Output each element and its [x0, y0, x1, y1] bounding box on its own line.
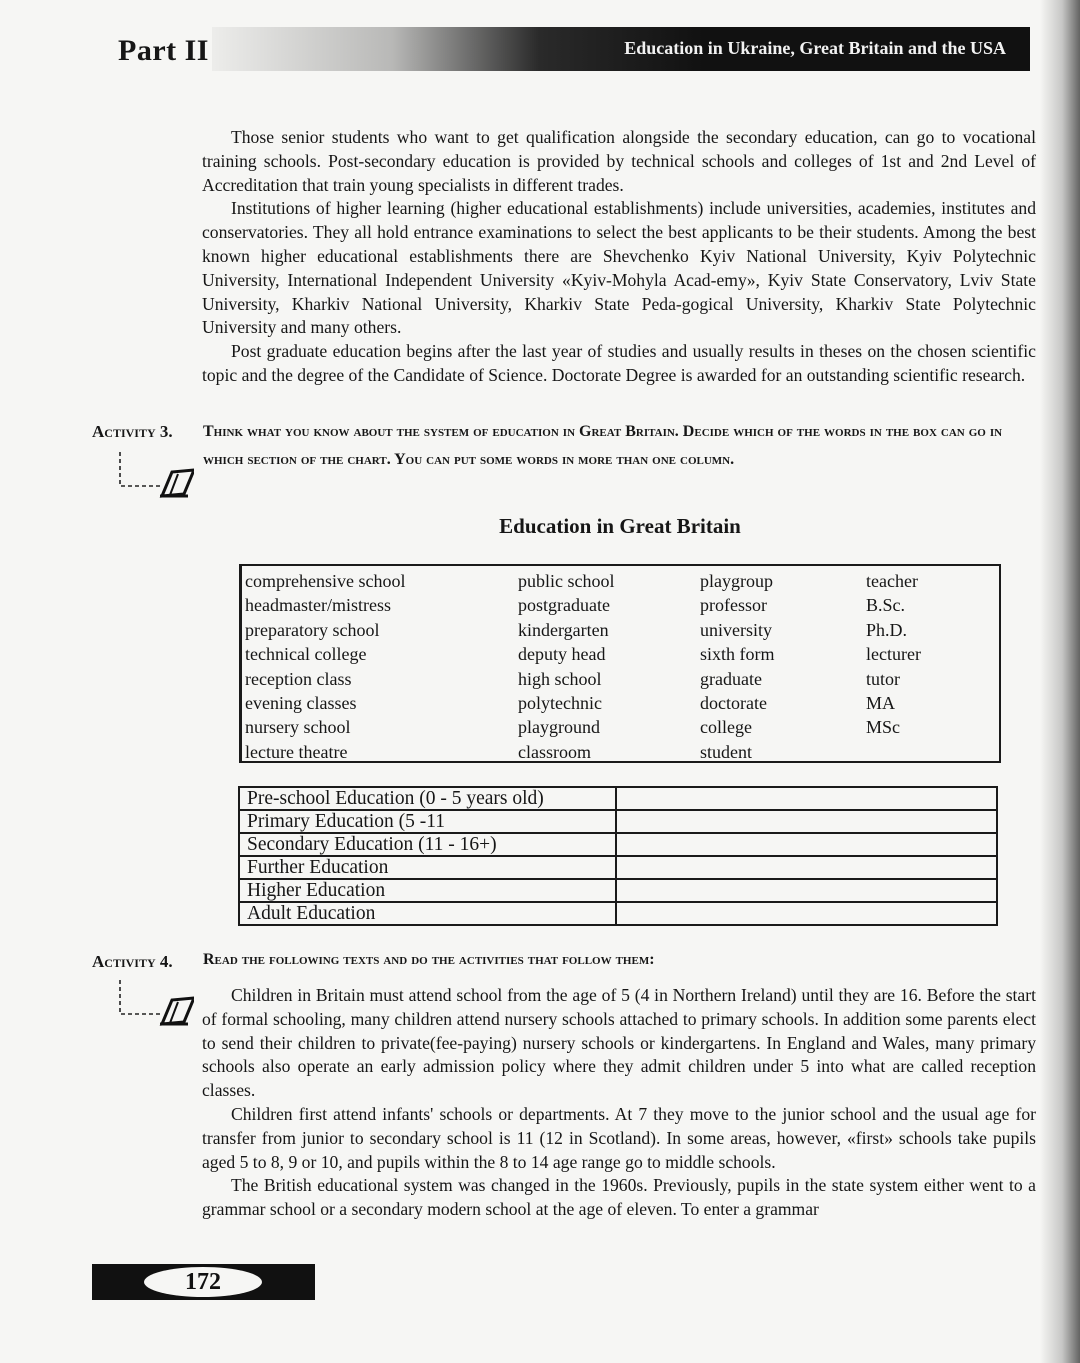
stage-label: Further Education: [239, 856, 616, 879]
word-item: public school: [518, 571, 615, 591]
word-item: comprehensive school: [245, 571, 406, 591]
table-row: [239, 833, 997, 856]
word-column: [518, 569, 615, 764]
answer-cell[interactable]: [616, 810, 997, 833]
word-item: playgroup: [700, 571, 773, 591]
book-writing-icon: [110, 450, 194, 500]
word-item: classroom: [518, 741, 591, 762]
stage-label: Higher Education: [239, 879, 616, 902]
word-item: MSc: [866, 717, 901, 738]
word-item: college: [700, 717, 752, 738]
word-item: student: [700, 741, 752, 762]
word-item: postgraduate: [518, 595, 610, 616]
table-row: [239, 879, 997, 902]
answer-cell[interactable]: [616, 833, 997, 856]
word-item: headmaster/mistress: [245, 595, 391, 616]
word-item: sixth form: [700, 644, 775, 665]
education-chart-table: [238, 786, 998, 926]
word-item: polytechnic: [518, 693, 602, 714]
page-number: 172: [144, 1267, 262, 1297]
word-item: nursery school: [245, 717, 351, 738]
stage-label: Secondary Education (11 - 16+): [239, 833, 616, 856]
part-label: Part II: [118, 34, 209, 67]
word-item: kindergarten: [518, 619, 609, 640]
table-row: [239, 902, 997, 925]
word-item: Ph.D.: [866, 619, 908, 640]
answer-cell[interactable]: [616, 856, 997, 879]
word-item: professor: [700, 595, 767, 616]
page-number-bar: [92, 1264, 315, 1300]
stage-label: Primary Education (5 -11: [239, 810, 616, 833]
stage-label: Pre-school Education (0 - 5 years old): [239, 787, 616, 810]
chapter-header-band: [212, 27, 1030, 71]
paragraph: Post graduate education begins after the last year of studies and usually results in theses on the chosen scientific topic and the degree of the Candidate of Science. Doctorate Degree is awarded for an outstanding scientific research.: [202, 341, 1036, 385]
intro-text: [202, 126, 1036, 388]
paragraph: The British educational system was changed in the 1960s. Previously, pupils in the state system either went to a grammar school or a secondary modern school at the age of eleven. To enter a grammar: [202, 1175, 1036, 1220]
answer-cell[interactable]: [616, 879, 997, 902]
word-item: playground: [518, 717, 600, 738]
word-item: lecturer: [866, 644, 921, 665]
activity-3-label: Activity 3.: [92, 422, 173, 441]
word-column: [700, 569, 775, 764]
word-column: [245, 569, 405, 764]
table-row: [239, 856, 997, 879]
activity-4-instruction: Read the following texts and do the activities that follow them:: [203, 951, 655, 968]
answer-cell[interactable]: [616, 787, 997, 810]
activity-4-text: [202, 984, 1036, 1222]
paragraph: Those senior students who want to get qualification alongside the secondary education, can go to vocational training schools. Post-secondary education is provided by technical schools and colleges of 1st and 2nd Level of Accreditation that train young specialists in different trades.: [202, 127, 1036, 195]
word-item: deputy head: [518, 644, 606, 665]
word-item: MA: [866, 693, 896, 714]
word-item: university: [700, 619, 772, 640]
paragraph: Children in Britain must attend school from the age of 5 (4 in Northern Ireland) until they are 16. Before the start of formal schooling, many children attend nursery schools attached to primary schools. In addition some parents elect to send their children to private(fee-paying) nursery schools or kindergartens. In England and Wales, many primary schools also operate an early admission policy where they admit children under 5 into what are called reception classes.: [202, 985, 1036, 1101]
word-column: [866, 569, 921, 740]
table-row: [239, 787, 997, 810]
word-item: technical college: [245, 644, 367, 665]
chapter-title: Education in Ukraine, Great Britain and the USA: [624, 38, 1006, 58]
page-edge-shadow: [1040, 0, 1080, 1363]
paragraph: Children first attend infants' schools or departments. At 7 they move to the junior school and the usual age for transfer from junior to secondary school is 11 (12 in Scotland). In some areas, however, «first» schools take pupils aged 5 to 8, 9 or 10, and pupils within the 8 to 14 age range go to middle schools.: [202, 1103, 1036, 1172]
paragraph: Institutions of higher learning (higher educational establishments) include universities, academies, institutes and conservatories. They all hold entrance examinations to select the best applicants to be their students. Among the best known higher educational establishments there are Shevchenko Kyiv National University, Kyiv Polytechnic University, International Independent University «Kyiv-Mohyla Acad-emy», Kyiv State Conservatory, Lviv State University, Kharkiv National University, Kharkiv State Peda-gogical University, Kharkiv State Polytechnic University and many others.: [202, 198, 1036, 338]
word-item: preparatory school: [245, 619, 380, 640]
word-item: teacher: [866, 571, 918, 591]
word-item: tutor: [866, 668, 900, 689]
word-item: evening classes: [245, 693, 357, 714]
word-item: reception class: [245, 668, 352, 689]
activity-4-label: Activity 4.: [92, 952, 173, 971]
word-box: [239, 564, 1001, 763]
word-item: graduate: [700, 668, 762, 689]
stage-label: Adult Education: [239, 902, 616, 925]
book-writing-icon: [110, 978, 194, 1028]
word-item: B.Sc.: [866, 595, 906, 616]
word-item: lecture theatre: [245, 741, 348, 762]
word-item: high school: [518, 668, 602, 689]
answer-cell[interactable]: [616, 902, 997, 925]
chart-title: Education in Great Britain: [499, 514, 741, 538]
table-row: [239, 810, 997, 833]
activity-3-instruction: Think what you know about the system of education in Great Britain. Decide which of the words in the box can go in which section of the chart. You can put some words in more than one column.: [203, 423, 1003, 468]
word-item: doctorate: [700, 693, 767, 714]
